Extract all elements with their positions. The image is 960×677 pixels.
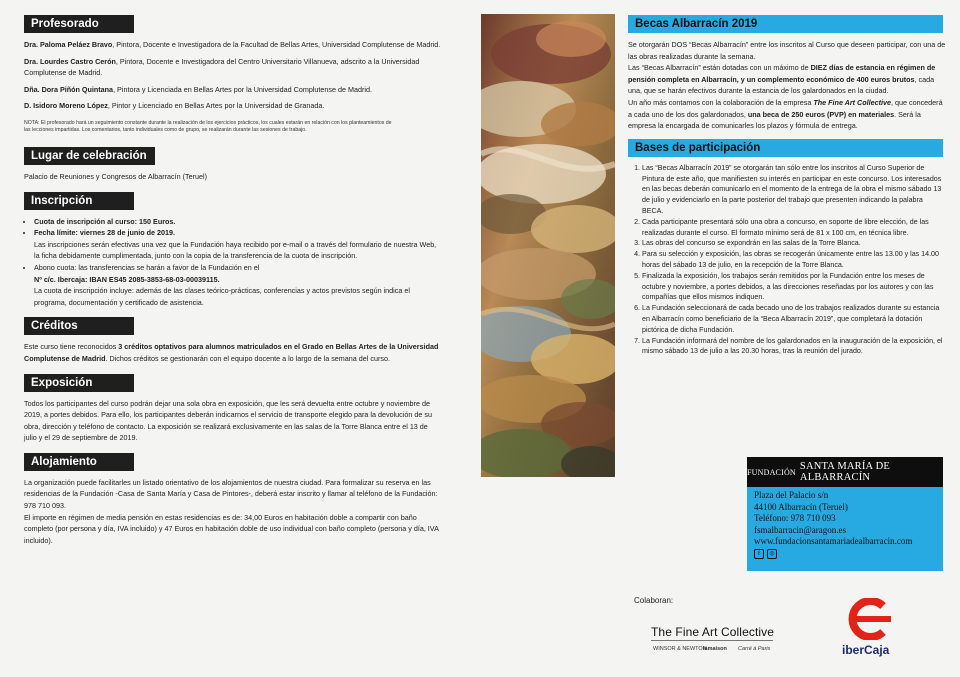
colaboran-label: Colaboran: <box>634 596 674 605</box>
teacher-3: Dña. Dora Piñón Quintana, Pintora y Licenciada en Bellas Artes por la Universidad Complutense de Madrid. <box>24 84 372 94</box>
list-item: 6. La Fundación seleccionará de cada becado uno de los trabajos realizados durante su estancia en Albarracín como beneficiario de la “Beca Albarracín 2019”, que completará la dotación pictórica de dicha Fundación. <box>642 303 946 335</box>
alojamiento-text-2: El importe en régimen de media pensión en estas residencias es de: 34,00 Euros en habitación doble a compartir con baño completo (por persona y día, IVA incluido) y 47 Euros en habitación doble de uso individual con baño completo (persona y día, IVA incluido). <box>24 512 439 545</box>
list-item: 7. La Fundación informará del nombre de los galardonados en la inauguración de la exposición, el mismo sábado 13 de julio a las 20.30 horas, tras la reunión del jurado. <box>642 336 946 358</box>
address-line-2: 44100 Albarracín (Teruel) <box>754 501 848 512</box>
list-item: 4. Para su selección y exposición, las obras se recogerán únicamente entre las 13.00 y las 14.00 horas del sábado 13 de julio, en la recepción de la Torre Blanca. <box>642 249 946 271</box>
creditos-text: Este curso tiene reconocidos 3 créditos optativos para alumnos matriculados en el Grado en Bellas Artes de la Universidad Complutense de Madrid. Dichos créditos se gestionarán con el equipo docente a lo largo de la semana del curso. <box>24 342 439 363</box>
fine-art-collective-logo: The Fine Art Collective <box>651 625 775 639</box>
becas-text-2: Las “Becas Albarracín” están dotadas con un máximo de DIEZ días de estancia en régimen de pensión completa en Albarracín, y un complemento económico de 400 euros brutos, cada una, que se harán efectivos durante la estancia de los galardonados en la ciudad. <box>628 63 936 96</box>
address-line-1: Plaza del Palacio s/n <box>754 490 829 500</box>
alojamiento-text-1: La organización puede facilitarles un listado orientativo de los alojamientos de nuestra ciudad. Para formalizar su reserva en las residencias de la Fundación -Casa de Santa María y Casa de Pintores-, deberá estar inscrito y llamar al teléfono de la Fundación: 978 710 093. <box>24 477 438 511</box>
teacher-2: Dra. Lourdes Castro Cerón, Pintora, Docente e Investigadora del Centro Universitario Villanueva, adscrito a la Universidad Complutense de Madrid. <box>24 56 420 78</box>
exposicion-section <box>24 373 442 444</box>
divider <box>651 640 773 641</box>
winsor-newton-logo: WINSOR & NEWTON <box>653 646 707 652</box>
list-item: • Abono cuota: las transferencias se harán a favor de la Fundación en el Nº c/c. Ibercaja: IBAN ES45 2085-3853-68-03-00039115. La cuota de inscripción incluye: además de las clases teórico-prácticas, conferencias y actos previstos según indica el programa, documentación y certificado de asistencia. <box>34 262 442 308</box>
becas-text-1: Se otorgarán DOS “Becas Albarracín” entre los inscritos al Curso que deseen participar, con una de las obras realizadas durante la semana. <box>628 40 946 61</box>
creditos-heading: Créditos <box>24 317 134 335</box>
phone: Teléfono: 978 710 093 <box>754 513 836 524</box>
list-item: 5. Finalizada la exposición, los trabajos serán remitidos por la Fundación entre los meses de octubre y noviembre, a portes debidos, a las direcciones reseñadas por los autores y con las compañías que ellos mismos indiquen. <box>642 271 946 303</box>
facebook-icon[interactable]: f <box>754 549 764 559</box>
social-icons <box>754 549 943 559</box>
bases-heading: Bases de participación <box>628 139 943 157</box>
website-link[interactable]: www.fundacionsantamariadealbarracin.com <box>754 536 913 547</box>
teacher-1: Dra. Paloma Peláez Bravo, Pintora, Docente e Investigadora de la Facultad de Bellas Artes, Universidad Complutense de Madrid. <box>24 40 441 49</box>
left-column <box>24 14 442 552</box>
teacher-4: D. Isidoro Moreno López, Pintor y Licenciado en Bellas Artes por la Universidad de Granada. <box>24 101 325 111</box>
list-item: 1. Las “Becas Albarracín 2019” se otorgarán tan sólo entre los inscritos al Curso Superior de Pintura de este año, que manifiesten su interés en participar en este concurso. Los interesados en las becas deberán comunicarlo en el momento de la entrega de la obra el mismo sábado 13 de julio y evidenciarlo en la parte posterior del trabajo que presenten indicando la palabra BECA. <box>642 163 946 217</box>
lamaison-logo: lamaison <box>703 646 727 652</box>
profesorado-section <box>24 14 442 134</box>
becas-section <box>628 14 946 132</box>
carre-paris-logo: Carré à Paris <box>738 646 771 652</box>
alojamiento-heading: Alojamiento <box>24 453 134 471</box>
inscripcion-heading: Inscripción <box>24 192 134 210</box>
lugar-text: Palacio de Reuniones y Congresos de Albarracín (Teruel) <box>24 171 207 181</box>
profesorado-heading: Profesorado <box>24 15 134 33</box>
inscripcion-list <box>24 216 442 309</box>
ibercaja-wordmark: iberCaja <box>842 643 890 657</box>
list-item: • Fecha límite: viernes 28 de junio de 2019. Las inscripciones serán efectivas una vez que la Fundación haya recibido por e-mail o a través del formulario de nuestra Web, la ficha debidamente cumplimentada, junto con la copia de la transferencia de la cuota de inscripción. <box>34 227 442 262</box>
painting-graphic <box>481 14 615 477</box>
ibercaja-logo-icon <box>843 598 895 640</box>
becas-text-3: Un año más contamos con la colaboración de la empresa The Fine Art Collective, que concederá a cada uno de los dos galardonados, una beca de 250 euros (PVP) en materiales. Será la empresa la encargada de comunicarles los plazos y fórmula de entrega. <box>628 97 943 131</box>
inscripcion-section <box>24 191 442 309</box>
list-item: 3. Las obras del concurso se expondrán en las salas de la Torre Blanca. <box>642 238 946 249</box>
exposicion-heading: Exposición <box>24 374 134 392</box>
instagram-icon[interactable]: ◎ <box>767 549 777 559</box>
right-column <box>628 14 946 363</box>
bases-list <box>628 163 946 357</box>
profesorado-note: NOTA: El profesorado hará un seguimiento constante durante la realización de los ejercicios prácticos, los cuales estarán en relación con los planteamientos de las lecciones impartidas. Los comentarios, tanto individuales como de grupo, se realizarán durante las sesiones de trabajo. <box>24 119 392 133</box>
lugar-section <box>24 146 442 183</box>
fundacion-contact <box>747 487 943 571</box>
list-item: 2. Cada participante presentará sólo una obra a concurso, en soporte de libre elección, de las realizadas durante el curso. El formato mínimo será de 81 x 100 cm, en técnica libre. <box>642 217 946 239</box>
creditos-section <box>24 316 442 364</box>
fundacion-title: FUNDACIÓN SANTA MARÍA DE ALBARRACÍN <box>747 457 943 487</box>
becas-heading: Becas Albarracín 2019 <box>628 15 943 33</box>
bases-section <box>628 138 946 357</box>
list-item: • Cuota de inscripción al curso: 150 Euros. <box>34 216 442 228</box>
exposicion-text: Todos los participantes del curso podrán dejar una sola obra en exposición, que les será devuelta entre octubre y noviembre de 2019, a portes debidos. Para ello, los participantes deberán indicarnos el servicio de transporte elegido para la devolución de su obra, dirección y teléfono de contacto. La exposición se realizará exclusivamente en las salas de la Torre Blanca entre el 13 de julio y el 29 de septiembre de 2019. <box>24 398 432 443</box>
email-link[interactable]: fsmalbarracin@aragon.es <box>754 524 846 535</box>
lugar-heading: Lugar de celebración <box>24 147 155 165</box>
alojamiento-section <box>24 452 442 547</box>
oil-painting-image <box>481 14 615 477</box>
